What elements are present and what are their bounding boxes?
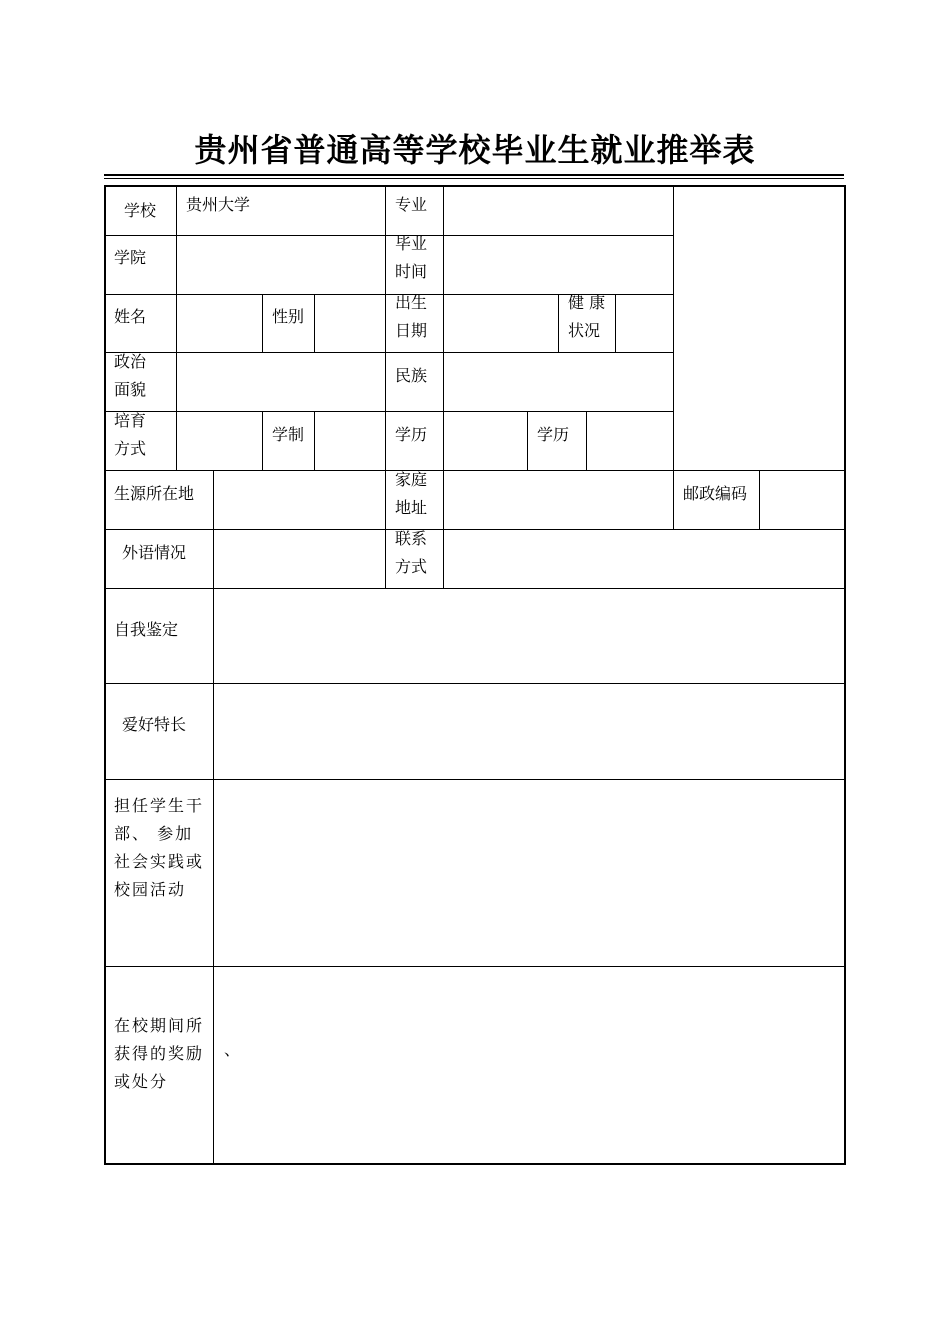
grid-line xyxy=(104,966,846,967)
political-field[interactable] xyxy=(178,354,383,409)
grid-line xyxy=(262,411,263,471)
grad-time-label: 毕业 时间 xyxy=(395,234,428,281)
grid-line xyxy=(615,294,616,353)
grid-line xyxy=(443,185,444,589)
major-label: 专业 xyxy=(395,195,428,214)
photo-area[interactable] xyxy=(675,187,842,468)
awards-label: 在校期间所获得的奖励或处分 xyxy=(114,1016,205,1091)
grid-line xyxy=(104,235,673,236)
contact-field[interactable] xyxy=(445,531,842,586)
education-field-2[interactable] xyxy=(588,413,671,469)
birth-date-label: 出生 日期 xyxy=(395,293,428,340)
grid-line xyxy=(213,470,214,1164)
major-field[interactable] xyxy=(445,187,671,233)
foreign-language-label: 外语情况 xyxy=(122,543,187,562)
activities-label: 担任学生干部、 参加社会实践或校园活动 xyxy=(114,796,205,899)
ethnicity-label: 民族 xyxy=(395,366,428,385)
school-label: 学校 xyxy=(124,201,157,220)
table-border-left xyxy=(104,185,106,1165)
training-mode-label: 培育 方式 xyxy=(114,411,147,458)
grid-line xyxy=(527,411,528,471)
grid-line xyxy=(104,352,673,353)
college-field[interactable] xyxy=(178,237,383,292)
grid-line xyxy=(104,470,846,471)
education-label-1: 学历 xyxy=(395,425,428,444)
awards-field[interactable]: 、 xyxy=(224,1040,241,1059)
political-label: 政治 面貌 xyxy=(114,352,147,399)
health-field[interactable] xyxy=(617,296,671,351)
gender-label: 性别 xyxy=(272,307,305,326)
grid-line xyxy=(558,294,559,353)
grid-line xyxy=(673,185,674,530)
grid-line xyxy=(104,683,846,684)
name-field[interactable] xyxy=(178,296,260,351)
grid-line xyxy=(586,411,587,471)
grid-line xyxy=(314,294,315,353)
contact-label: 联系 方式 xyxy=(395,529,428,576)
grid-line xyxy=(385,185,386,589)
grad-time-field[interactable] xyxy=(445,237,671,292)
gender-field[interactable] xyxy=(316,296,383,351)
name-label: 姓名 xyxy=(114,307,147,326)
ethnicity-field[interactable] xyxy=(445,354,671,409)
table-border-bottom xyxy=(104,1163,846,1165)
grid-line xyxy=(176,185,177,471)
education-label-2: 学历 xyxy=(537,425,570,444)
postal-code-label: 邮政编码 xyxy=(683,484,748,503)
training-mode-field[interactable] xyxy=(178,413,260,469)
grid-line xyxy=(104,529,846,530)
activities-field[interactable] xyxy=(215,781,842,964)
program-length-label: 学制 xyxy=(272,425,305,444)
program-length-field[interactable] xyxy=(316,413,383,469)
title-rule-thin xyxy=(104,178,844,179)
origin-field[interactable] xyxy=(215,472,383,527)
self-assessment-label: 自我鉴定 xyxy=(114,620,179,639)
grid-line xyxy=(262,294,263,353)
grid-line xyxy=(104,779,846,780)
grid-line xyxy=(759,470,760,530)
form-title: 贵州省普通高等学校毕业生就业推举表 xyxy=(194,131,756,169)
school-field[interactable]: 贵州大学 xyxy=(186,195,251,214)
college-label: 学院 xyxy=(114,248,147,267)
hobbies-field[interactable] xyxy=(215,685,842,777)
title-rule-thick xyxy=(104,174,844,176)
home-address-label: 家庭 地址 xyxy=(395,470,428,517)
table-border-right xyxy=(844,185,846,1165)
self-assessment-field[interactable] xyxy=(215,590,842,681)
grid-line xyxy=(314,411,315,471)
hobbies-label: 爱好特长 xyxy=(122,715,187,734)
education-field-1[interactable] xyxy=(445,413,525,469)
health-label: 健 康 状况 xyxy=(568,293,606,340)
foreign-language-field[interactable] xyxy=(215,531,383,586)
birth-date-field[interactable] xyxy=(445,296,556,351)
postal-code-field[interactable] xyxy=(761,472,842,527)
grid-line xyxy=(104,411,673,412)
origin-label: 生源所在地 xyxy=(114,484,195,503)
grid-line xyxy=(104,588,846,589)
home-address-field[interactable] xyxy=(445,472,671,527)
